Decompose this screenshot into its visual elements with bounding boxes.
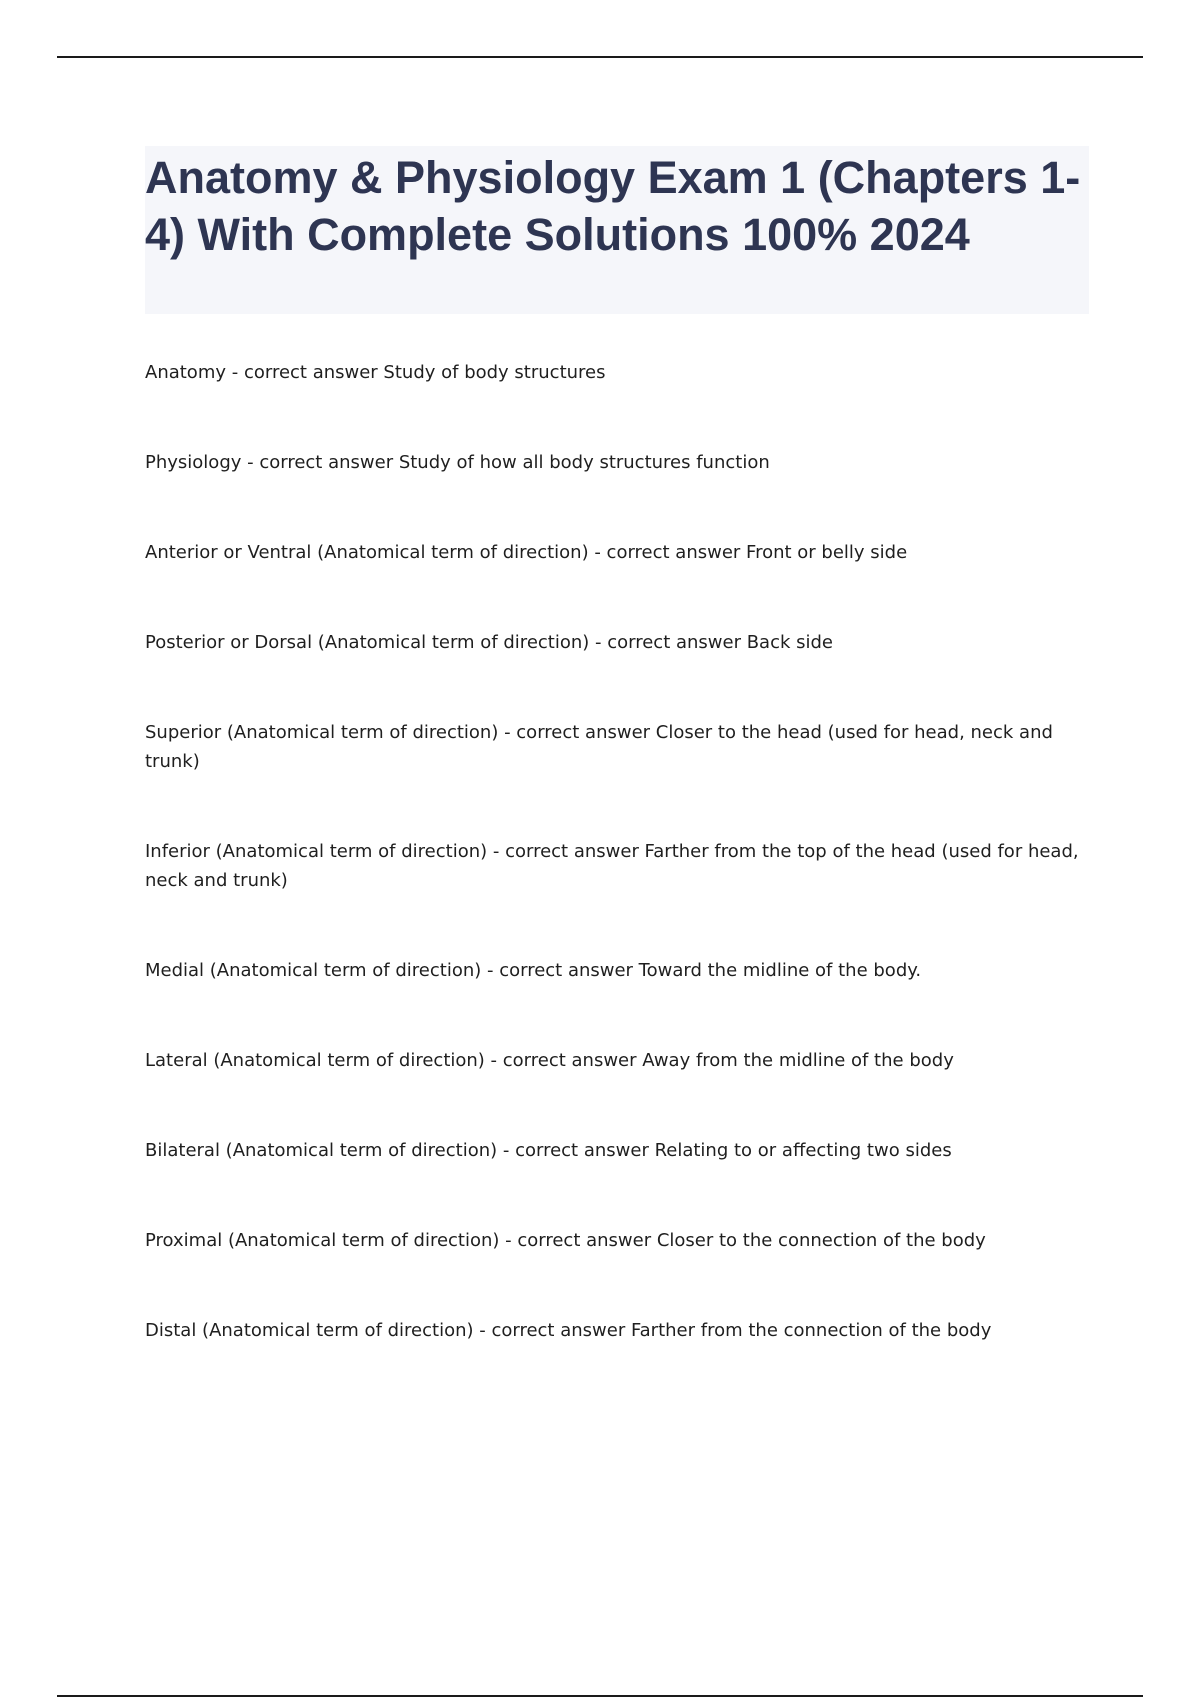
qa-list — [145, 358, 1085, 1345]
qa-item: Anterior or Ventral (Anatomical term of direction) - correct answer Front or belly side — [145, 542, 908, 563]
title-block — [145, 146, 1089, 314]
qa-item: Superior (Anatomical term of direction) - correct answer Closer to the head (used for head, neck and trunk) — [145, 722, 1053, 772]
qa-item: Bilateral (Anatomical term of direction) - correct answer Relating to or affecting two sides — [145, 1140, 952, 1161]
qa-item: Proximal (Anatomical term of direction) - correct answer Closer to the connection of the body — [145, 1230, 986, 1251]
bottom-rule — [57, 1695, 1143, 1697]
qa-item: Distal (Anatomical term of direction) - correct answer Farther from the connection of the body — [145, 1320, 992, 1341]
qa-item: Inferior (Anatomical term of direction) - correct answer Farther from the top of the head (used for head, neck and trunk) — [145, 841, 1079, 891]
qa-item: Anatomy - correct answer Study of body structures — [145, 362, 606, 383]
qa-item: Posterior or Dorsal (Anatomical term of direction) - correct answer Back side — [145, 632, 834, 653]
qa-item: Lateral (Anatomical term of direction) - correct answer Away from the midline of the body — [145, 1050, 954, 1071]
top-rule — [57, 56, 1143, 58]
qa-item: Physiology - correct answer Study of how all body structures function — [145, 452, 770, 473]
document-title: Anatomy & Physiology Exam 1 (Chapters 1-4) With Complete Solutions 100% 2024 — [145, 152, 1081, 260]
qa-item: Medial (Anatomical term of direction) - correct answer Toward the midline of the body. — [145, 960, 922, 981]
